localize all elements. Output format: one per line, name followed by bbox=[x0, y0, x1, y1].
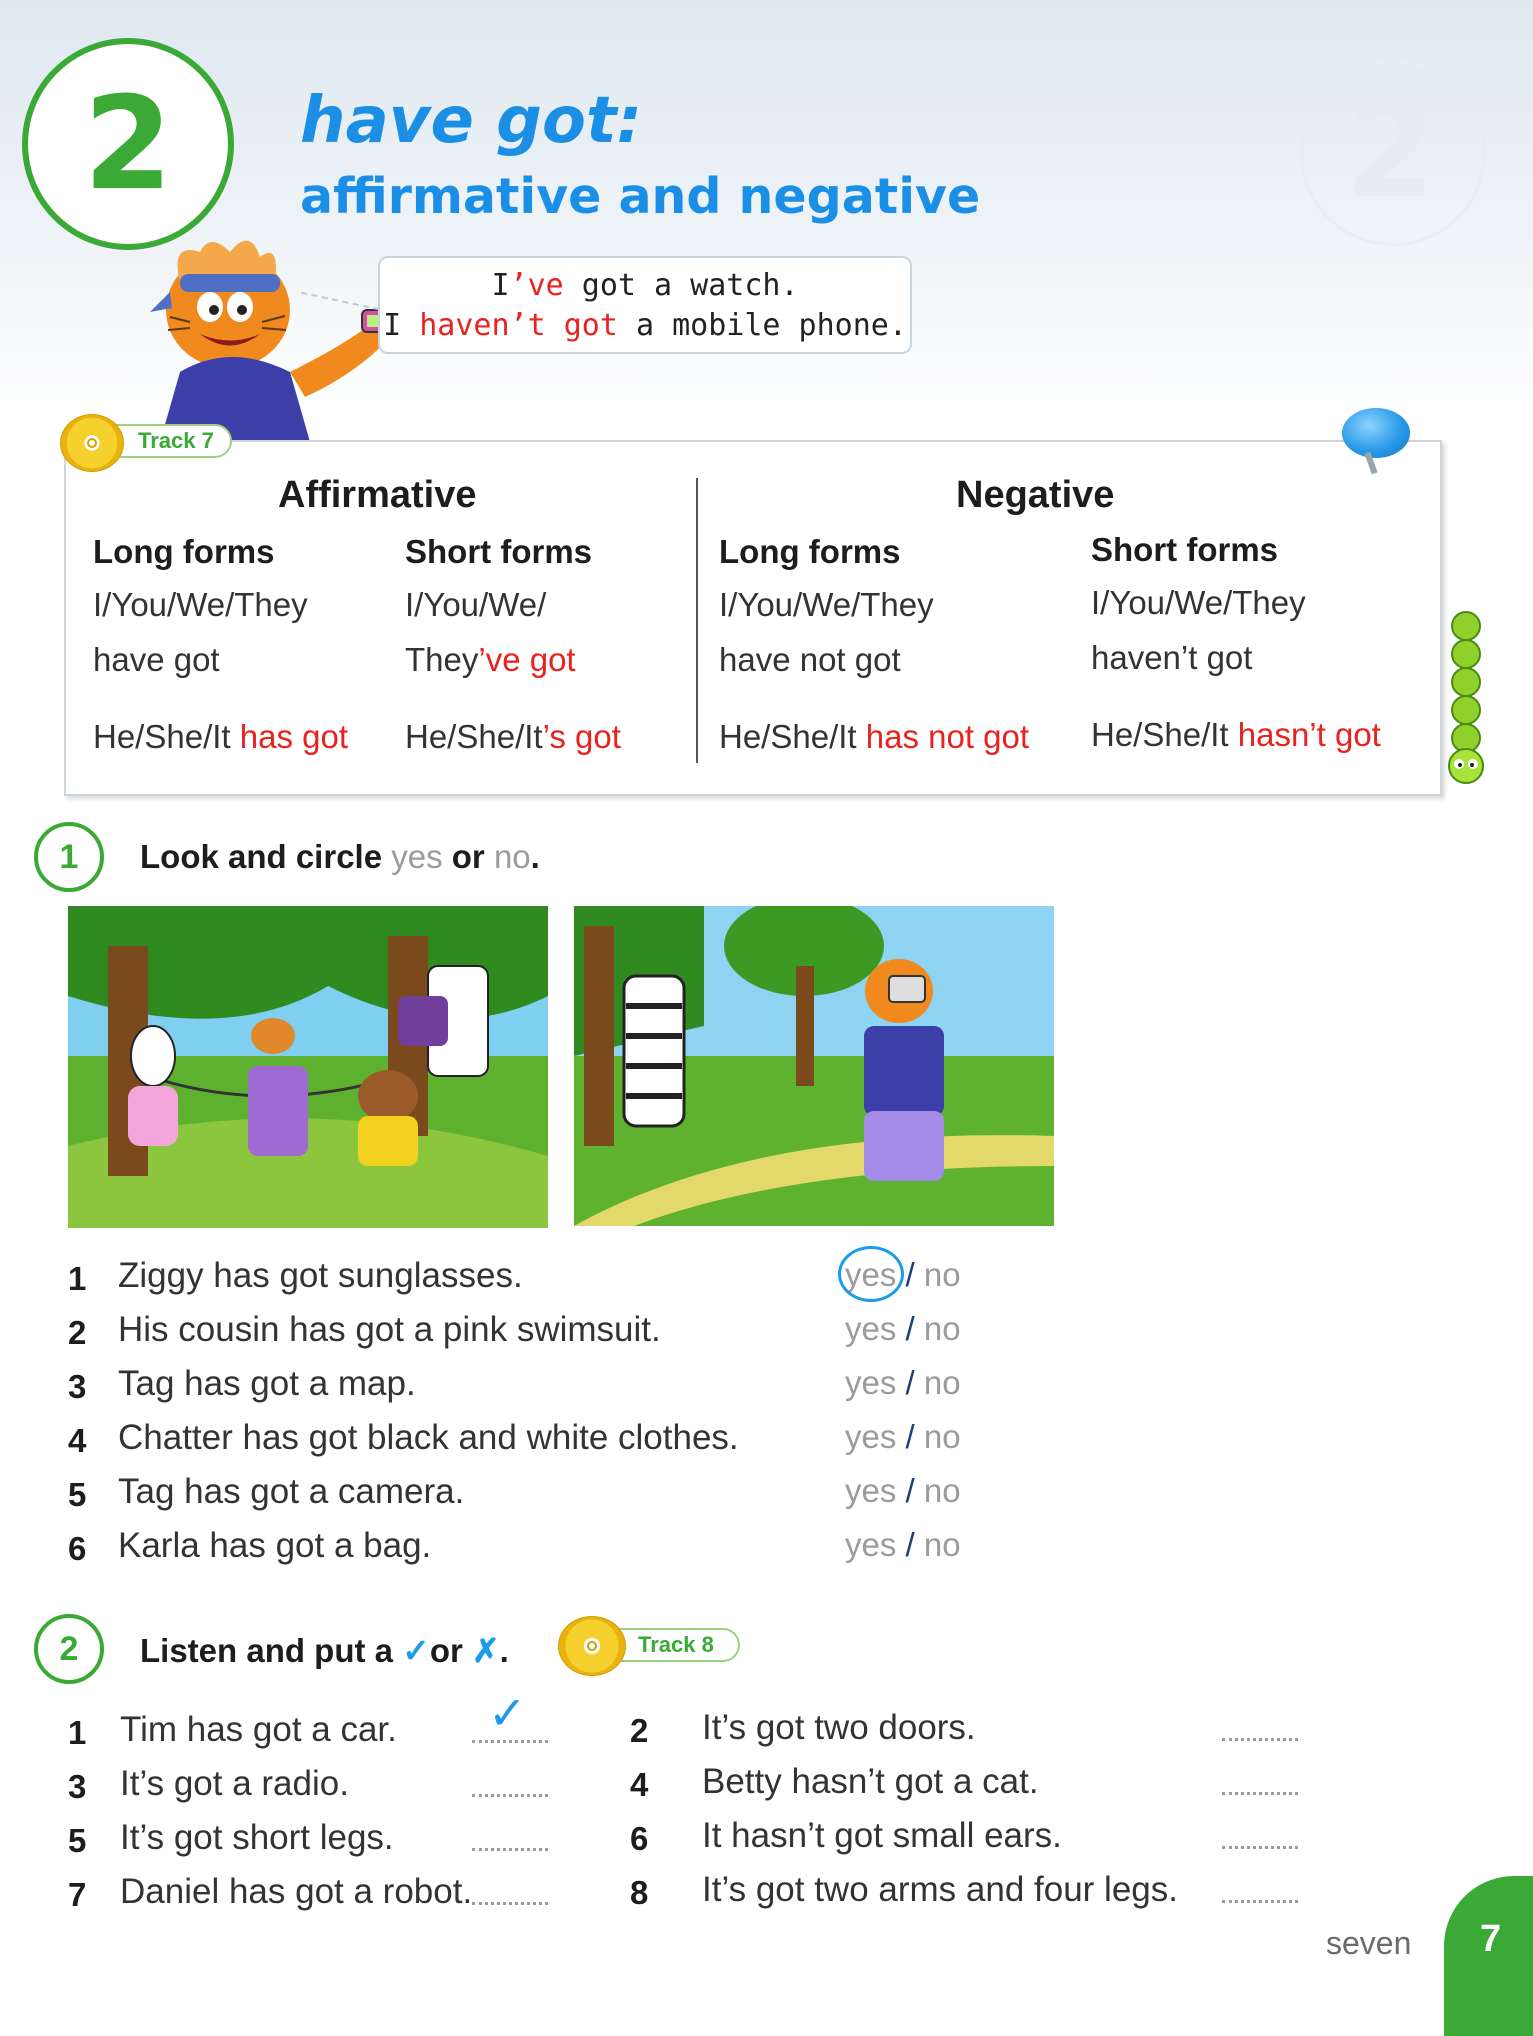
exercise-1-instruction bbox=[140, 838, 540, 876]
neg-long-verb: have not got bbox=[719, 641, 901, 678]
yes-no-choice[interactable] bbox=[845, 1364, 961, 1402]
page-title: have got: bbox=[300, 84, 643, 158]
answer-blank[interactable] bbox=[1222, 1736, 1298, 1741]
no-option[interactable]: no bbox=[923, 1310, 961, 1347]
neg-short-subject-3rd: He/She/It bbox=[1091, 716, 1238, 753]
item-number: 4 bbox=[630, 1766, 649, 1803]
no-option[interactable]: no bbox=[923, 1526, 961, 1563]
neg-long-third-person bbox=[719, 718, 1029, 756]
instruction-no: no bbox=[493, 838, 531, 875]
park-scene-picture-1 bbox=[68, 906, 548, 1228]
yes-option[interactable]: yes bbox=[845, 1364, 897, 1401]
item-sentence: Tag has got a camera. bbox=[118, 1472, 465, 1511]
table-divider bbox=[696, 478, 698, 763]
pushpin-icon bbox=[1342, 408, 1410, 458]
unit-number: 2 bbox=[83, 69, 173, 219]
answer-blank[interactable] bbox=[472, 1738, 548, 1743]
neg-long-verb-3rd: has not got bbox=[865, 718, 1030, 755]
audio-cd-icon[interactable] bbox=[60, 414, 124, 472]
aff-short-subject: I/You/We/ bbox=[405, 586, 547, 623]
item-number: 6 bbox=[630, 1820, 649, 1857]
aff-long-third-person bbox=[93, 718, 348, 756]
instruction-or: or bbox=[429, 1632, 473, 1669]
yes-option[interactable]: yes bbox=[845, 1418, 897, 1455]
track-label-text: Track 8 bbox=[638, 1632, 714, 1657]
aff-short-form bbox=[405, 641, 576, 679]
no-option[interactable]: no bbox=[923, 1364, 961, 1401]
item-number: 2 bbox=[630, 1712, 649, 1749]
yes-no-choice[interactable] bbox=[845, 1472, 961, 1510]
neg-short-verb-3rd: hasn’t got bbox=[1237, 716, 1381, 753]
no-option[interactable]: no bbox=[923, 1418, 961, 1455]
speech-text: a mobile phone. bbox=[617, 308, 907, 343]
answer-blank[interactable] bbox=[472, 1792, 548, 1797]
aff-short-verb-3rd: ’s got bbox=[542, 718, 621, 755]
item-number: 3 bbox=[68, 1368, 87, 1405]
choice-separator: / bbox=[905, 1418, 915, 1455]
page-number: 7 bbox=[1480, 1918, 1502, 1960]
item-sentence: It’s got short legs. bbox=[120, 1818, 394, 1857]
negative-long-forms-header: Long forms bbox=[719, 533, 901, 570]
yes-no-choice[interactable] bbox=[845, 1310, 961, 1348]
speech-text: I bbox=[383, 308, 420, 343]
aff-short-subject-they: They bbox=[405, 641, 479, 678]
item-sentence: Tag has got a map. bbox=[118, 1364, 416, 1403]
example-check-answer: ✓ bbox=[488, 1686, 527, 1740]
audio-cd-icon[interactable] bbox=[558, 1616, 626, 1676]
instruction-period: . bbox=[499, 1632, 509, 1669]
exercise-1-number: 1 bbox=[34, 822, 104, 892]
item-number: 2 bbox=[68, 1314, 87, 1351]
unit-badge bbox=[22, 38, 234, 250]
answer-blank[interactable] bbox=[1222, 1790, 1298, 1795]
speech-highlight: haven’t got bbox=[419, 308, 618, 343]
choice-separator: / bbox=[905, 1364, 915, 1401]
yes-no-choice[interactable] bbox=[845, 1526, 961, 1564]
aff-long-verb: have got bbox=[93, 641, 220, 678]
neg-long-subject: I/You/We/They bbox=[719, 586, 934, 623]
speech-highlight: ’ve bbox=[509, 268, 564, 303]
answer-blank[interactable] bbox=[472, 1846, 548, 1851]
item-number: 1 bbox=[68, 1714, 87, 1751]
item-number: 6 bbox=[68, 1530, 87, 1567]
item-number: 7 bbox=[68, 1876, 87, 1913]
caterpillar-illustration bbox=[1444, 608, 1488, 788]
item-sentence: Daniel has got a robot. bbox=[120, 1872, 473, 1911]
negative-short-forms-header: Short forms bbox=[1091, 531, 1279, 568]
item-sentence: His cousin has got a pink swimsuit. bbox=[118, 1310, 661, 1349]
affirmative-long-forms-header: Long forms bbox=[93, 533, 275, 570]
check-mark-icon: ✓ bbox=[402, 1632, 430, 1669]
yes-option[interactable]: yes bbox=[845, 1256, 897, 1293]
item-number: 5 bbox=[68, 1822, 87, 1859]
speech-text: got a watch. bbox=[563, 268, 799, 303]
instruction-period: . bbox=[530, 838, 540, 875]
cross-mark-icon: ✗ bbox=[472, 1632, 500, 1669]
speech-line-2 bbox=[380, 306, 910, 346]
instruction-text: Look and circle bbox=[140, 838, 392, 875]
yes-option[interactable]: yes bbox=[845, 1526, 897, 1563]
yes-option[interactable]: yes bbox=[845, 1310, 897, 1347]
speech-line-1 bbox=[380, 266, 910, 306]
answer-blank[interactable] bbox=[1222, 1898, 1298, 1903]
item-number: 8 bbox=[630, 1874, 649, 1911]
item-number: 4 bbox=[68, 1422, 87, 1459]
item-sentence: Ziggy has got sunglasses. bbox=[118, 1256, 523, 1295]
answer-blank[interactable] bbox=[472, 1900, 548, 1905]
neg-short-verb: haven’t got bbox=[1091, 639, 1253, 676]
neg-short-subject: I/You/We/They bbox=[1091, 584, 1306, 621]
item-sentence: It’s got a radio. bbox=[120, 1764, 349, 1803]
yes-option[interactable]: yes bbox=[845, 1472, 897, 1509]
aff-short-third-person bbox=[405, 718, 621, 756]
instruction-text: Listen and put a bbox=[140, 1632, 403, 1669]
answer-circle-mark bbox=[838, 1246, 904, 1302]
item-sentence: Betty hasn’t got a cat. bbox=[702, 1762, 1039, 1801]
choice-separator: / bbox=[905, 1310, 915, 1347]
negative-heading: Negative bbox=[956, 474, 1115, 516]
page-subtitle: affirmative and negative bbox=[300, 168, 981, 225]
item-sentence: Karla has got a bag. bbox=[118, 1526, 432, 1565]
item-sentence: It’s got two arms and four legs. bbox=[702, 1870, 1178, 1909]
faded-unit-number: 2 bbox=[1345, 75, 1436, 227]
instruction-yes: yes bbox=[391, 838, 443, 875]
speech-bubble bbox=[378, 256, 912, 354]
choice-separator: / bbox=[905, 1472, 915, 1509]
item-sentence: It’s got two doors. bbox=[702, 1708, 976, 1747]
tiger-mascot-illustration bbox=[140, 222, 410, 442]
park-scene-picture-2 bbox=[574, 906, 1054, 1226]
exercise-2-number: 2 bbox=[34, 1614, 104, 1684]
affirmative-heading: Affirmative bbox=[278, 474, 477, 516]
item-sentence: Chatter has got black and white clothes. bbox=[118, 1418, 739, 1457]
aff-long-subject-3rd: He/She/It bbox=[93, 718, 240, 755]
yes-no-choice[interactable] bbox=[845, 1418, 961, 1456]
answer-blank[interactable] bbox=[1222, 1844, 1298, 1849]
page-number-word: seven bbox=[1326, 1925, 1412, 1961]
aff-short-subject-3rd: He/She/It bbox=[405, 718, 543, 755]
neg-short-third-person bbox=[1091, 716, 1381, 754]
item-sentence: Tim has got a car. bbox=[120, 1710, 397, 1749]
neg-long-subject-3rd: He/She/It bbox=[719, 718, 866, 755]
item-number: 3 bbox=[68, 1768, 87, 1805]
aff-long-verb-3rd: has got bbox=[239, 718, 348, 755]
speech-text: I bbox=[491, 268, 510, 303]
item-sentence: It hasn’t got small ears. bbox=[702, 1816, 1062, 1855]
exercise-2-instruction bbox=[140, 1631, 509, 1670]
no-option[interactable]: no bbox=[923, 1256, 961, 1293]
item-number: 1 bbox=[68, 1260, 87, 1297]
no-option[interactable]: no bbox=[923, 1472, 961, 1509]
instruction-or: or bbox=[442, 838, 494, 875]
aff-short-verb: ’ve got bbox=[478, 641, 576, 678]
aff-long-subject: I/You/We/They bbox=[93, 586, 308, 623]
item-number: 5 bbox=[68, 1476, 87, 1513]
affirmative-short-forms-header: Short forms bbox=[405, 533, 593, 570]
choice-separator: / bbox=[905, 1526, 915, 1563]
track-label-text: Track 7 bbox=[138, 428, 214, 453]
choice-separator: / bbox=[905, 1256, 915, 1293]
